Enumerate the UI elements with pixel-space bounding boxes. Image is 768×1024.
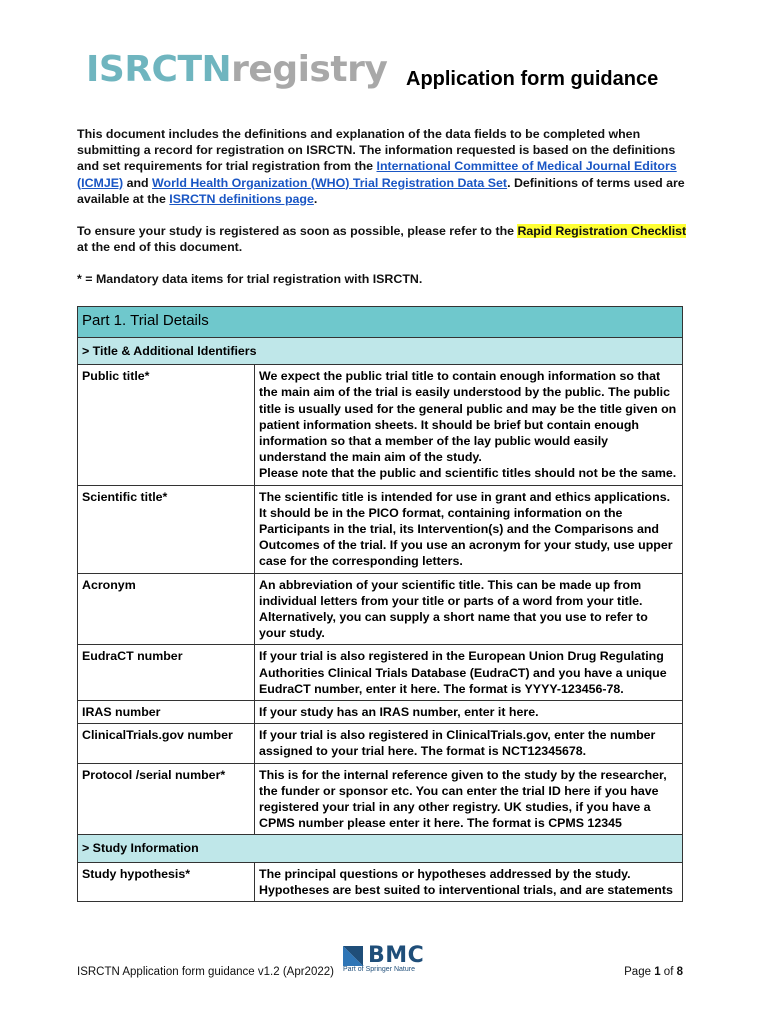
logo-isrctn-text: ISRCTN (86, 49, 232, 90)
mandatory-note: * = Mandatory data items for trial registration with ISRCTN. (77, 272, 423, 287)
field-description: The scientific title is intended for use in grant and ethics applications. It should be in the PICO format, containing information on the Participants in the trial, its Intervention(s) and the Comparisons and Outcomes of the trial. If you use an acronym for your study, use upper case for the corresponding letters. (255, 485, 683, 573)
page-title: Application form guidance (406, 68, 659, 90)
field-description: We expect the public trial title to contain enough information so that the main aim of the trial is easily understood by the public. The public title is usually used for the general public and may be the title given on patient information sheets. It should be brief but contain enough information so that a member of the lay public would easily understand the main aim of the study. Please note that the public and scientific titles should not be the same. (255, 365, 683, 485)
isrctn-definitions-link[interactable]: ISRCTN definitions page (169, 191, 314, 206)
field-description: An abbreviation of your scientific title. This can be made up from individual letters from your title or parts of a word from your title. Alternatively, you can supply a short name that you use to refer to your study. (255, 573, 683, 645)
logo-registry-text: registry (231, 49, 388, 90)
intro-paragraph-2 (77, 223, 689, 255)
section-header-row (78, 338, 683, 365)
page-label: Page (624, 966, 655, 978)
table-row (78, 573, 683, 645)
page-of-label: of (660, 966, 677, 978)
section-title-study-information: > Study Information (78, 835, 683, 862)
rapid-checklist-highlight: Rapid Registration Checklist (517, 224, 687, 239)
intro-p1-text-b: and (123, 175, 153, 190)
who-link[interactable]: World Health Organization (WHO) Trial Registration Data Set (152, 175, 508, 190)
table-row (78, 701, 683, 724)
intro-p1-text-d: . (313, 191, 318, 206)
table-row (78, 862, 683, 901)
table-row (78, 645, 683, 701)
intro-p1-text-a: This document includes the definitions and explanation of the data fields to be completed when submitting a record for registration on ISRCTN. The information requested is based on the definitions and set requirements for trial registration from the (77, 127, 676, 174)
table-row (78, 724, 683, 763)
intro-paragraph-1 (77, 126, 689, 207)
trial-details-table (77, 306, 683, 902)
field-description: This is for the internal reference given to the study by the researcher, the funder or sponsor etc. You can enter the trial ID here if you have registered your trial in any other registry. UK studies, if you have a CPMS number please enter it here. The format is CPMS 12345 (255, 763, 683, 835)
intro-text (77, 126, 689, 304)
field-label: ClinicalTrials.gov number (78, 724, 255, 763)
field-description: The principal questions or hypotheses addressed by the study. Hypotheses are best suited to interventional trials, and are statements (255, 862, 683, 901)
table-row (78, 365, 683, 485)
field-description: If your trial is also registered in the European Union Drug Regulating Authorities Clinical Trials Database (EudraCT) and you have a unique EudraCT number, enter it here. The format is YYYY-123456-78. (255, 645, 683, 701)
field-description: If your study has an IRAS number, enter it here. (255, 701, 683, 724)
icmje-link[interactable]: International Committee of Medical Journal Editors (ICMJE) (77, 159, 677, 190)
field-label: Scientific title* (78, 485, 255, 573)
field-label: IRAS number (78, 701, 255, 724)
bmc-subtitle: Part of Springer Nature (343, 966, 415, 973)
page-total: 8 (676, 966, 683, 978)
intro-p2-text-a: To ensure your study is registered as soon as possible, please refer to the (77, 224, 518, 239)
page-number (624, 966, 683, 978)
field-description: If your trial is also registered in ClinicalTrials.gov, enter the number assigned to your trial here. The format is NCT12345678. (255, 724, 683, 763)
page-current: 1 (654, 966, 661, 978)
field-label: EudraCT number (78, 645, 255, 701)
part-header-row (78, 307, 683, 338)
field-label: Acronym (78, 573, 255, 645)
intro-p1-text-c: . Definitions of terms used are available at the (77, 175, 685, 206)
isrctn-registry-logo (86, 49, 388, 90)
part-title: Part 1. Trial Details (78, 307, 683, 338)
section-header-row (78, 835, 683, 862)
field-label: Protocol /serial number* (78, 763, 255, 835)
section-title-identifiers: > Title & Additional Identifiers (78, 338, 683, 365)
table-row (78, 485, 683, 573)
field-label: Public title* (78, 365, 255, 485)
table-row (78, 763, 683, 835)
bmc-wordmark: BMC (368, 943, 425, 968)
intro-p2-text-b: at the end of this document. (77, 240, 243, 255)
footer-document-version: ISRCTN Application form guidance v1.2 (Apr2022) (77, 966, 334, 978)
bmc-mark-icon (343, 946, 363, 966)
field-label: Study hypothesis* (78, 862, 255, 901)
